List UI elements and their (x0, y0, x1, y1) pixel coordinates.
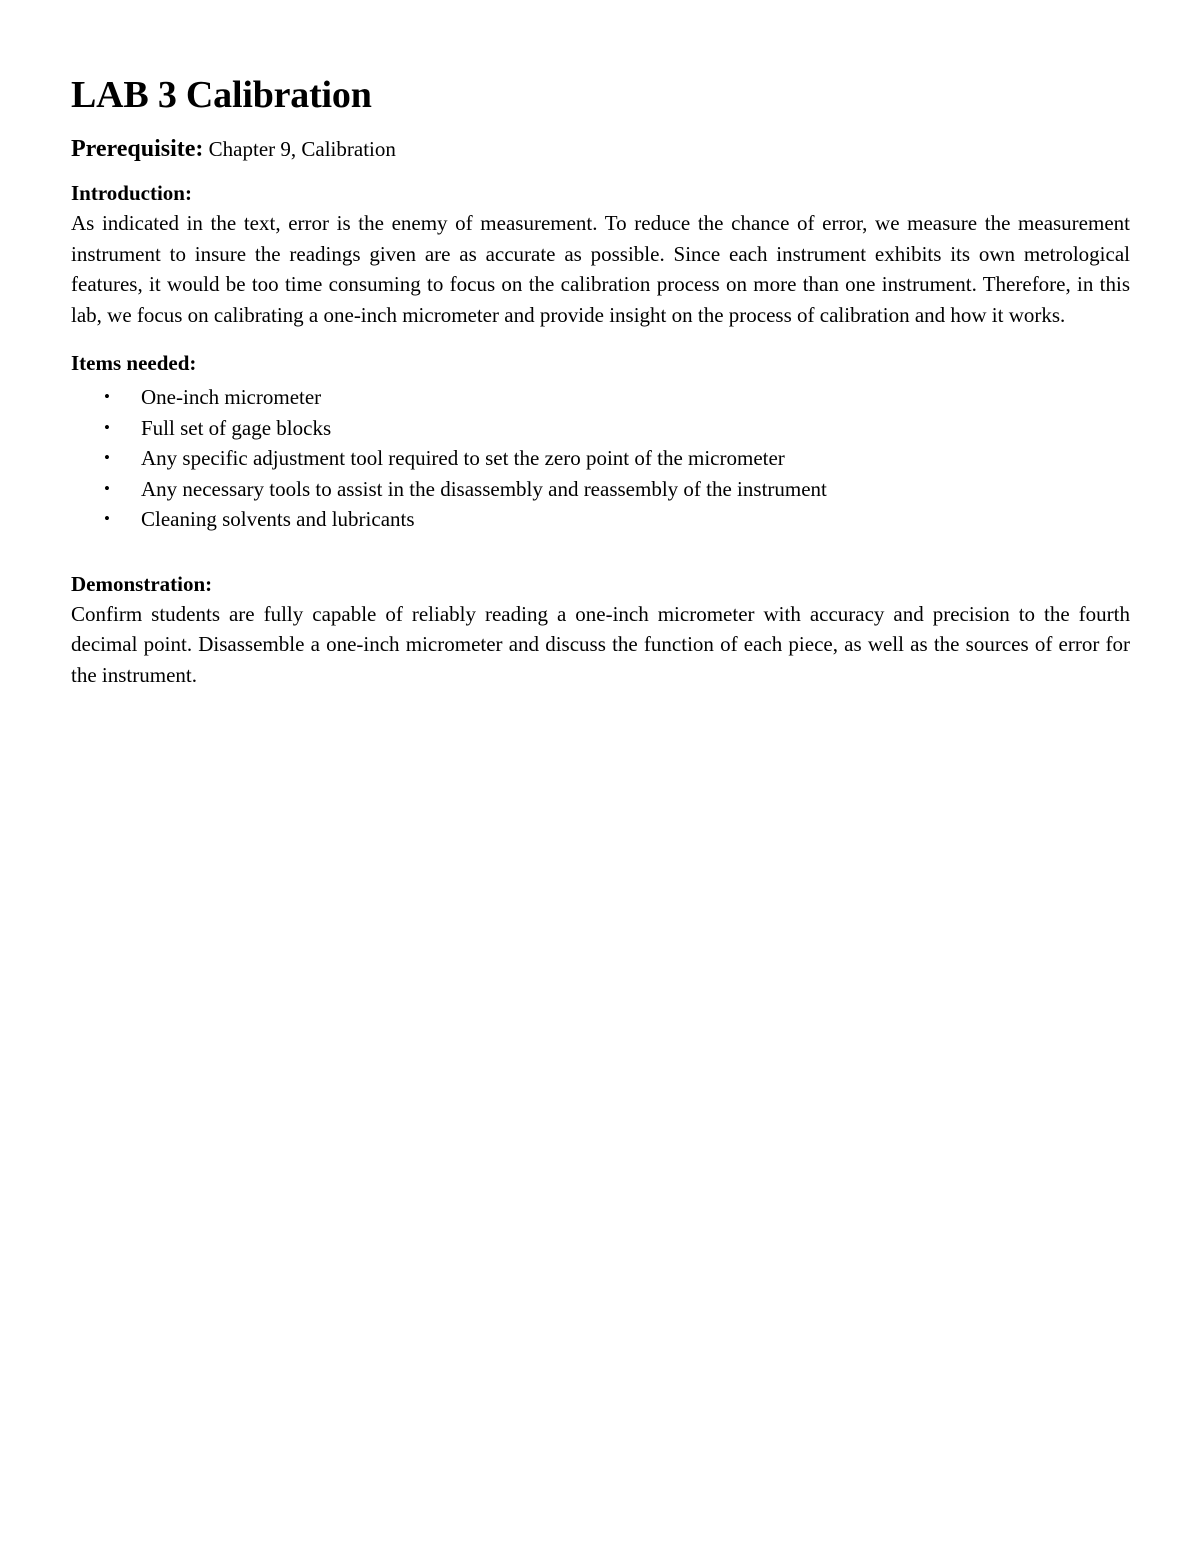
list-item (71, 413, 1130, 444)
list-item (71, 504, 1130, 535)
bullet-icon: • (104, 448, 110, 467)
items-needed-list (71, 382, 1130, 535)
bullet-icon: • (104, 478, 110, 498)
document-content (71, 72, 1130, 690)
items-needed-heading: Items needed: (71, 351, 197, 375)
prerequisite-value: Chapter 9, Calibration (203, 137, 396, 161)
list-item (71, 443, 1130, 474)
introduction-heading: Introduction: (71, 181, 192, 205)
bullet-icon: • (104, 509, 110, 528)
prerequisite-label: Prerequisite: (71, 136, 204, 162)
list-item-text: Any necessary tools to assist in the disassembly and reassembly of the instrument (141, 476, 827, 501)
demonstration-paragraph: Confirm students are fully capable of reliably reading a one-inch micrometer with accuracy and precision to the fourth decimal point. Disassemble a one-inch micrometer and discuss the function of each piece, as well as the sources of error for the instrument. (71, 601, 1130, 687)
list-item-text: Cleaning solvents and lubricants (141, 507, 415, 531)
list-item (71, 474, 1130, 505)
introduction-paragraph: As indicated in the text, error is the enemy of measurement. To reduce the chance of error, we measure the measurement instrument to insure the readings given are as accurate as possible. Since each instrument exhibits its own metrological features, it would be too time consuming to focus on the calibration process on more than one instrument. Therefore, in this lab, we focus on calibrating a one-inch micrometer and provide insight on the process of calibration and how it works. (71, 211, 1130, 327)
demonstration-heading: Demonstration: (71, 571, 213, 596)
list-item-text: Any specific adjustment tool required to set the zero point of the micrometer (141, 446, 785, 470)
list-item-text: Full set of gage blocks (141, 415, 332, 440)
page-title: LAB 3 Calibration (71, 74, 372, 116)
prerequisite-line (71, 135, 1130, 166)
bullet-icon: • (104, 417, 110, 437)
bullet-icon: • (104, 387, 110, 406)
list-item (71, 382, 1130, 413)
list-item-text: One-inch micrometer (141, 385, 322, 409)
